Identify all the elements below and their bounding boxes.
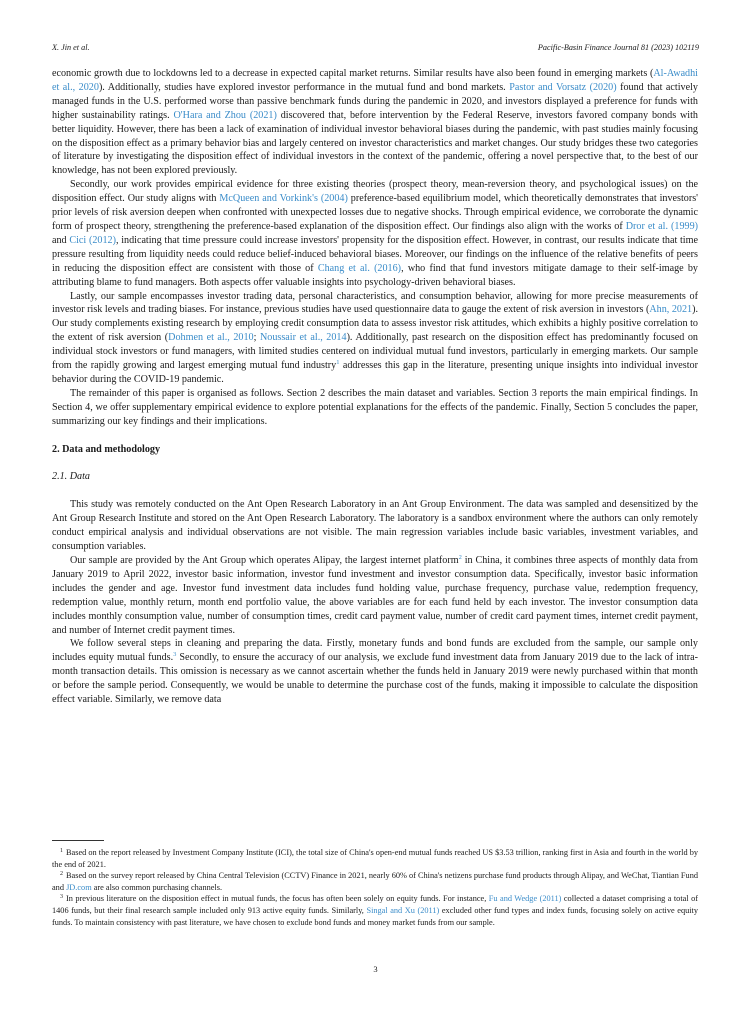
footnote-text: excluded other fund types and index funds, focusing solely on active equity funds. To maintain consistency with past literature, we have chosen to exclude bond funds and money market funds from our sample. xyxy=(52,905,698,927)
paragraph-1 xyxy=(52,67,698,178)
footnote-marker[interactable]: 2 xyxy=(458,554,462,561)
citation-link[interactable]: Singal and Xu (2011) xyxy=(366,905,440,915)
footnote-3 xyxy=(52,893,698,928)
body-text xyxy=(52,67,698,707)
footnote-2 xyxy=(52,870,698,893)
paragraph-6 xyxy=(52,554,698,637)
footnote-number: 1 xyxy=(60,848,63,854)
paragraph-4: The remainder of this paper is organised as follows. Section 2 describes the main dataset and variables. Section 3 reports the main empirical findings. In Section 4, we offer supplementary empirical evidence to explore potential explanations for the effects of the pandemic. Finally, Section 5 concludes the paper, summarizing our key findings and their implications. xyxy=(52,387,698,427)
jd-link[interactable]: JD.com xyxy=(66,882,92,892)
footnote-number: 2 xyxy=(60,871,63,878)
footnote-text: Based on the survey report released by China Central Television (CCTV) Finance in 2021, nearly 60% of China's netizens purchase fund products through Alipay, and WeChat, Tiantian Fund and xyxy=(52,871,698,892)
text: found that actively managed funds in the U.S. performed worse than passive benchmark funds during the pandemic in 2020, and investors displayed a preference for funds with higher sustainability ratings. xyxy=(52,81,698,121)
citation-link[interactable]: Chang et al. (2016) xyxy=(317,262,402,274)
citation-link[interactable]: Fu and Wedge (2011) xyxy=(488,894,562,904)
text: , who find that fund investors mitigate damage to their self-image by attributing blame to fund managers. Both aspects offer valuable insights into psychology-driven behavioral biases. xyxy=(52,262,698,288)
text: economic growth due to lockdowns led to a decrease in expected capital market returns. Similar results have also been found in emerging markets ( xyxy=(52,68,654,79)
paragraph-7 xyxy=(52,637,698,707)
text: ). Our study complements existing research by employing credit consumption data to assess investor risk attitudes, which exhibits a highly positive correlation to the extent of risk aversion ( xyxy=(52,304,699,344)
page-number: 3 xyxy=(373,964,378,974)
footnote-number: 3 xyxy=(60,894,63,901)
footnote-text: In previous literature on the disposition effect in mutual funds, the focus has often been solely on equity funds. For instance, xyxy=(66,894,489,904)
citation-link[interactable]: Dohmen et al., 2010 xyxy=(168,332,254,344)
paragraph-5: This study was remotely conducted on the Ant Open Research Laboratory in an Ant Group Environment. The data was sampled and desensitized by the Ant Group Research Institute and stored on the Ant Open Research Laboratory. The laboratory is a sandbox environment where the authors can only remotely conduct empirical analysis and individual observations are not visible. The main regression variables include basic variables, investment variables, and consumption variables. xyxy=(52,499,698,553)
text: and xyxy=(52,234,70,246)
text: ). Additionally, past research on the disposition effect has predominantly focused on individual stock investors or fund managers, with limited studies centered on individual mutual fund investors, particularly in emerging markets. Our sample from the rapidly growing and largest emerging mutual fund industry xyxy=(52,332,698,372)
text: We follow several steps in cleaning and preparing the data. Firstly, monetary funds and bond funds are excluded from the sample, our sample only includes equity mutual funds. xyxy=(52,638,698,664)
text: Secondly, our work provides empirical evidence for three existing theories (prospect theory, mean-reversion theory, and psychological issues) on the disposition effect. Our study aligns with xyxy=(52,179,698,205)
footnote-text: are also common purchasing channels. xyxy=(91,882,223,892)
footnote-1 xyxy=(52,847,698,870)
text: in China, it combines three aspects of monthly data from January 2019 to April 2022, investor basic information, investor fund investment and investor consumption data. Specifically, investor basic information includes the gender and age. Investor fund investment data includes fund holding value, purchase frequency, purchase value, redemption frequency, redemption value, monthly return, month end portfolio value, the above variables are for each fund held by each investor. The investor consumption data includes monthly consumption value, number of consumption times, credit card payment value, number of credit card payment times, internet credit payment, and number of Internet credit payment times. xyxy=(52,555,698,636)
header-journal: Pacific-Basin Finance Journal 81 (2023) 102119 xyxy=(537,43,699,52)
paragraph-3 xyxy=(52,290,698,387)
text: addresses this gap in the literature, presenting unique insights into individual investor behavior during the COVID-19 pandemic. xyxy=(52,360,698,385)
citation-link[interactable]: Ahn, 2021 xyxy=(649,304,693,316)
text: preference-based equilibrium model, which theoretically demonstrates that investors' prior levels of risk aversion deepen when confronted with unexpected losses due to negative shocks. Through empirical evidence, we corroborate the dynamic form of prospect theory, strengthening the preference-based explanation of the disposition effect. Our findings also align with the works of xyxy=(52,193,698,232)
citation-link[interactable]: Noussair et al., 2014 xyxy=(259,332,347,344)
paragraph-2 xyxy=(52,178,698,289)
citation-link[interactable]: Dror et al. (1999) xyxy=(625,220,698,232)
footnote-marker[interactable]: 3 xyxy=(173,651,177,659)
citation-link[interactable]: Pastor and Vorsatz (2020) xyxy=(509,81,617,93)
footnote-marker[interactable]: 1 xyxy=(336,359,340,367)
footnotes xyxy=(52,847,698,928)
subsection-heading: 2.1. Data xyxy=(52,471,90,483)
citation-link[interactable]: O'Hara and Zhou (2021) xyxy=(173,109,277,121)
text: Secondly, to ensure the accuracy of our analysis, we exclude fund investment data from January 2019 due to the lack of intra-month transaction details. This omission is necessary as we cannot ascertain whether the funds held in January 2019 were newly purchased within that month or before the sample period. Consequently, we would be unable to determine the purchase cost of the funds, making it impossible to calculate the disposition effect variable. Similarly, we remove data xyxy=(52,652,698,706)
header-authors: X. Jin et al. xyxy=(52,43,90,52)
citation-link[interactable]: McQueen and Vorkink's (2004) xyxy=(219,193,348,205)
text: ). Additionally, studies have explored investor performance in the mutual fund and bond markets. xyxy=(98,81,510,93)
citation-link[interactable]: Al-Awadhi et al., 2020 xyxy=(52,68,698,93)
footnote-divider xyxy=(52,840,104,841)
footnote-text: collected a dataset comprising a total of 1406 funds, but their final research sample included only 913 active equity funds. Similarly, xyxy=(52,894,698,915)
text: , indicating that time pressure could increase investors' propensity for the disposition effect. However, in contrast, our results indicate that time pressure resulting from liquidity needs could reduce belief-induced behavioral biases. Moreover, our findings on the influence of the relative benefits of peers in reducing the disposition effect are consistent with those of xyxy=(52,234,698,274)
text: ; xyxy=(253,332,260,344)
text: Our sample are provided by the Ant Group which operates Alipay, the largest internet platform xyxy=(70,555,459,566)
text: discovered that, before intervention by the Federal Reserve, investors favored company bonds with better liquidity. However, there has been a lack of examination of individual investor behavioral biases during the pandemic, with past studies mainly focusing on the disposition effect as a primary behavior bias and largely centered on investor characteristics and market changes. Our study bridges these two categories of literature by investigating the disposition effect of individual investors in the context of the pandemic, offering a novel perspective that, to the best of our knowledge, has not been explored previously. xyxy=(52,109,698,177)
footnote-text: Based on the report released by Investment Company Institute (ICI), the total size of China's open-end mutual funds reached US $3.53 trillion, ranking first in Asia and fourth in the world by the end of 2021. xyxy=(52,848,698,869)
citation-link[interactable]: Cici (2012) xyxy=(69,234,116,246)
text: Lastly, our sample encompasses investor trading data, personal characteristics, and consumption behavior, allowing for more precise measurements of investor risk levels and trading biases. For instance, previous studies have used questionnaire data to gauge the extent of risk aversion in investors ( xyxy=(52,290,698,316)
section-heading: 2. Data and methodology xyxy=(52,443,161,455)
